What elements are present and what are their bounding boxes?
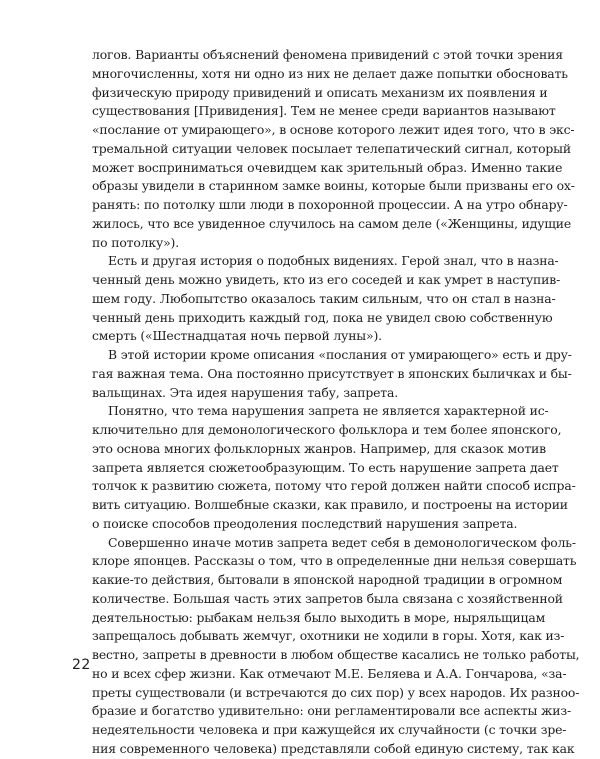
text-line: физическую природу привидений и описать механизм их появления и: [92, 84, 548, 100]
text-line: вестно, запреты в древности в любом обществе касались не только работы,: [92, 647, 580, 662]
text-line: ченный день можно увидеть, кто из его соседей и как умрет в наступив-: [92, 272, 561, 287]
text-line: какие-то действия, бытовали в японской народной традиции в огромном: [92, 572, 563, 587]
text-line: клоре японцев. Рассказы о том, что в определенные дни нельзя совершать: [92, 553, 577, 569]
text-line: недеятельности человека и при кажущейся их случайности (с точки зре-: [92, 722, 567, 737]
text-line: преты существовали (и встречаются до сих пор) у всех народов. Их разнoo-: [92, 684, 580, 700]
text-line: толчок к развитию сюжета, потому что герой должен найти способ испра-: [92, 478, 576, 494]
text-line: многочисленны, хотя ни одно из них не делает даже попытки обосновать: [92, 65, 568, 81]
text-line: Понятно, что тема нарушения запрета не является характерной ис-: [108, 403, 549, 419]
text-line: но и всех сфер жизни. Как отмечают М.Е. Беляева и А.А. Гончарова, «за-: [92, 665, 567, 681]
text-line: ния современного человека) представляли собой единую систему, так как: [92, 740, 575, 756]
text-line: логов. Варианты объяснений феномена привидений с этой точки зрения: [92, 47, 563, 62]
text-line: тремальной ситуации человек посылает телепатический сигнал, который: [92, 140, 571, 156]
text-line: о поиске способов преодоления последствий нарушения запрета.: [92, 515, 518, 531]
text-line: запрета является сюжетообразующим. То есть нарушение запрета дает: [92, 459, 559, 475]
text-line: запрещалось добывать жемчуг, охотники не ходили в горы. Хотя, как из-: [92, 628, 565, 644]
text-line: ранять: по потолку шли люди в похоронной процессии. А на утро обнару-: [92, 197, 568, 212]
text-line: гая важная тема. Она постоянно присутствует в японских быличках и бы-: [92, 365, 572, 381]
text-line: жилось, что все увиденное случилось на самом деле («Женщины, идущие: [92, 215, 572, 231]
text-line: вальщинах. Эта идея нарушения табу, запрета.: [92, 384, 399, 400]
text-line: ключительно для демонологического фольклора и тем более японского,: [92, 422, 562, 437]
text-line: может восприниматься очевидцем как зрительный образ. Именно такие: [92, 159, 563, 175]
text-line: В этой истории кроме описания «послания от умирающего» есть и дру-: [108, 347, 572, 362]
text-line: количестве. Большая часть этих запретов была связана с хозяйственной: [92, 590, 563, 606]
text-line: Совершенно иначе мотив запрета ведет себя в демонологическом фоль-: [108, 534, 576, 550]
text-line: шем году. Любопытство оказалось таким сильным, что он стал в назна-: [92, 290, 556, 306]
text-line: деятельностью: рыбакам нельзя было выходить в море, ныряльщицам: [92, 609, 546, 625]
text-line: «послание от умирающего», в основе которого лежит идея того, что в экс-: [92, 122, 575, 137]
body-text: [92, 46, 580, 759]
text-line: это основа многих фольклорных жанров. Например, для сказок мотив: [92, 440, 546, 456]
page-number: 22: [72, 657, 91, 673]
text-line: Есть и другая история о подобных видениях. Герой знал, что в назна-: [108, 253, 559, 269]
text-line: бразие и богатство удивительно: они регламентировали все аспекты жиз-: [92, 703, 571, 719]
text-line: по потолку»).: [92, 234, 179, 250]
text-line: вить ситуацию. Волшебные сказки, как правило, и построены на истории: [92, 497, 568, 512]
text-line: существования [Привидения]. Тем не менее среди вариантов называют: [92, 103, 556, 119]
text-line: ченный день приходить каждый год, пока не увидел свою собственную: [92, 309, 553, 325]
text-line: образы увидели в старинном замке воины, которые были призваны его ох-: [92, 178, 575, 194]
text-line: смерть («Шестнадцатая ночь первой луны»).: [92, 328, 382, 344]
